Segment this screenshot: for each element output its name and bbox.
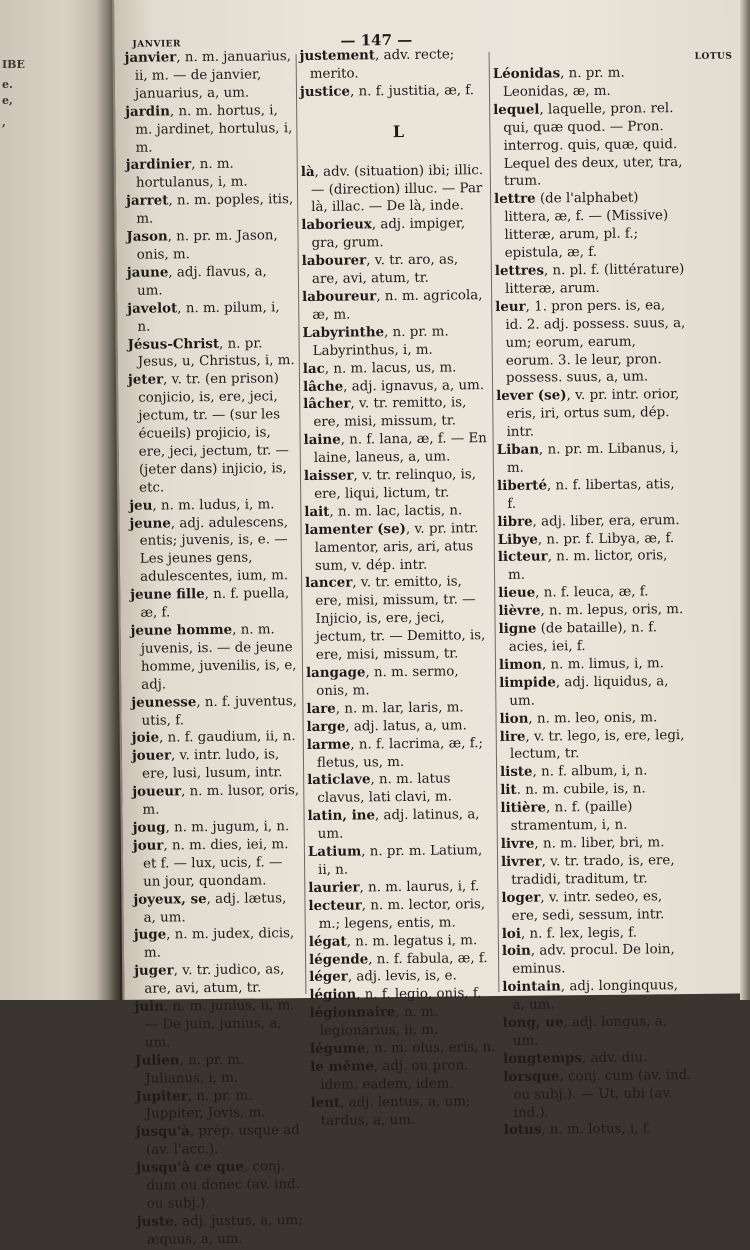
dictionary-entry	[500, 727, 690, 765]
entry-definition: , adv. recte; merito.	[309, 47, 455, 82]
dictionary-entry	[305, 574, 492, 665]
dictionary-entry	[310, 1057, 496, 1095]
entry-headword: lieue	[498, 584, 536, 602]
entry-definition: , n. m. lotus, i, f.	[541, 1121, 652, 1139]
entry-definition: , adj. impiger, gra, grum.	[311, 216, 466, 252]
entry-headword: laisser	[303, 467, 354, 485]
entry-headword: Labyrinthe	[302, 323, 385, 341]
entry-definition: , n. m. lictor, oris, m.	[507, 548, 668, 584]
dictionary-entry	[495, 261, 685, 299]
entry-definition: , n. m. liber, bri, m.	[534, 835, 665, 852]
entry-definition: , adj. latinus, a, um.	[317, 807, 480, 843]
entry-definition: , n. f. album, i, n.	[532, 763, 648, 780]
dictionary-entry	[129, 496, 297, 516]
entry-definition: , n. m. lusor, oris, m.	[142, 783, 300, 818]
dictionary-entry	[126, 191, 294, 229]
entry-definition: , v. tr. trado, is, ere, tradidi, traditum, tr.	[511, 853, 675, 888]
entry-headword: justement	[299, 47, 376, 65]
dictionary-entry	[495, 297, 686, 389]
entry-definition: , n. pr. f. Libya, æ, f.	[537, 530, 675, 548]
entry-headword: Jupiter	[135, 1087, 188, 1105]
entry-headword: lotus	[503, 1122, 542, 1139]
entry-definition: , adj. flavus, a, um.	[136, 264, 267, 299]
entry-headword: jardin	[125, 103, 171, 120]
entry-definition: , adj. latus, a, um.	[345, 718, 467, 735]
dictionary-entry	[300, 46, 486, 84]
dictionary-entry	[498, 583, 688, 603]
entry-definition: , n. f. juventus, utis, f.	[141, 693, 298, 729]
entry-definition: , adj. longinquus, a, um.	[512, 978, 679, 1013]
running-head-left: JANVIER	[132, 39, 182, 50]
dictionary-entry	[304, 502, 490, 522]
dictionary-entry	[304, 520, 491, 576]
dictionary-entry	[303, 359, 489, 379]
entry-definition: , n. m. legatus i, m.	[346, 932, 478, 950]
entry-headword: loi	[501, 925, 521, 942]
entry-definition: , v. pr. intr. lamentor, aris, ari, atus sum, v. dép. intr.	[314, 520, 479, 574]
entry-headword: juger	[134, 962, 174, 980]
entry-headword: légume	[309, 1040, 366, 1058]
entry-headword: lire	[499, 728, 526, 745]
dictionary-entry	[501, 852, 691, 890]
entry-definition: , n. m. junius, ii, m. — De juin, junius, a, um.	[144, 998, 295, 1051]
entry-headword: loin	[501, 943, 531, 960]
dictionary-page	[112, 0, 750, 1248]
page-number: — 147 —	[340, 30, 413, 50]
entry-definition: , v. tr. relinquo, is, ere, liqui, lictum, tr.	[314, 467, 477, 502]
entry-headword: jeune fille	[130, 586, 205, 604]
entry-definition: , v. tr. (en prison) conjicio, is, ere, jeci, jectum, tr. — (sur les écueils) projicio, is, ere, jeci, jectum, tr. — (jeter dans) injicio, is, etc.	[138, 371, 289, 496]
dictionary-entry	[498, 530, 688, 550]
entry-definition: , v. tr. emitto, is, ere, misi, missum, tr. — Injicio, is, ere, jeci, jectum, tr. — Demitto, is, ere, misi, missum, tr.	[315, 574, 486, 663]
dictionary-entry	[131, 621, 300, 694]
entry-definition: , n. f. (paille) stramentum, i, n.	[510, 799, 633, 834]
dictionary-entry	[307, 806, 493, 844]
dictionary-entry	[498, 547, 688, 585]
entry-headword: lâcher	[303, 395, 351, 413]
entry-headword: litière	[500, 799, 547, 817]
entry-headword: lièvre	[498, 602, 541, 620]
entry-definition: , n. m. lector, oris, m.; legens, entis, m.	[318, 896, 486, 932]
dictionary-entry	[301, 215, 487, 253]
dictionary-entry	[498, 601, 688, 621]
entry-headword: limon	[498, 656, 543, 673]
entry-definition: , v. pr. intr. orior, eris, iri, ortus sum, dép. intr.	[506, 387, 680, 441]
dictionary-entry	[500, 762, 690, 782]
entry-definition: , n. m. judex, dicis, m.	[143, 926, 295, 962]
entry-headword: justice	[299, 83, 351, 100]
entry-definition: , laquelle, pron. rel. qui, quæ quod. — Pron. interrog. quis, quæ, quid. Lequel des deux, uter, tra, trum.	[503, 100, 683, 190]
left-page-fragment: IBE	[2, 58, 25, 71]
dictionary-entry	[497, 440, 687, 478]
dictionary-entry	[133, 836, 302, 891]
dictionary-entry	[134, 961, 302, 999]
entry-definition: , adj. liquidus, a, um.	[509, 674, 669, 709]
entry-definition: , n. pr. m. Libanus, i, m.	[506, 441, 679, 476]
dictionary-entry	[301, 162, 488, 218]
entry-definition: , n. m. olus, eris, n.	[365, 1040, 496, 1057]
entry-definition: , prép. usque ad (av. l'acc.).	[145, 1123, 300, 1158]
entry-headword: léger	[309, 968, 348, 986]
dictionary-entry	[306, 699, 492, 719]
dictionary-entry	[133, 890, 301, 928]
entry-definition: , adj. adulescens, entis; juvenis, is, e. — Les jeunes gens, adulescentes, ium, m.	[139, 514, 289, 586]
dictionary-entry	[308, 878, 494, 898]
entry-headword: lâche	[302, 378, 344, 395]
dictionary-entry	[132, 746, 300, 784]
entry-headword: laticlave	[307, 771, 371, 789]
entry-headword: joug	[132, 819, 166, 836]
entry-headword: lorsque	[503, 1068, 560, 1085]
entry-definition: , n. m. hortulanus, i, m.	[135, 157, 248, 192]
entry-headword: livrer	[500, 853, 542, 870]
entry-definition: , n. m. hortus, i, m. jardinet, hortulus, i, m.	[135, 102, 293, 156]
entry-definition: (de bataille), n. f. acies, iei, f.	[508, 620, 658, 655]
entry-definition: , v. tr. judico, as, are, avi, atum, tr.	[144, 962, 285, 997]
entry-headword: lointain	[502, 978, 561, 996]
dictionary-entry	[496, 386, 687, 442]
entry-definition: , n. pr. m. Latium, ii, n.	[318, 843, 483, 878]
entry-definition: , n. m. lepus, oris, m.	[540, 602, 684, 619]
dictionary-entry	[132, 729, 300, 749]
entry-headword: juin	[134, 998, 165, 1015]
entry-definition: , n. f. lex, legis, f.	[520, 925, 638, 942]
entry-definition: , n. pr. m. Jason, onis, m.	[136, 228, 278, 263]
entry-headword: Léonidas	[492, 65, 561, 83]
entry-headword: jeune	[129, 514, 171, 532]
entry-definition: , n. pr. Jesus, u, Christus, i, m.	[137, 335, 295, 371]
entry-headword: lettres	[494, 262, 545, 279]
entry-definition: , adj. liber, era, erum.	[532, 512, 680, 530]
entry-definition: , adv. (situation) ibi; illic. — (direction) illuc. — Par là, illac. — De là, inde.	[310, 162, 484, 216]
entry-headword: Jésus-Christ	[127, 335, 220, 353]
dictionary-entry	[308, 842, 494, 880]
entry-headword: laboureur	[302, 288, 377, 305]
entry-definition: , v. tr. aro, as, are, avi, atum, tr.	[311, 252, 459, 287]
entry-definition: , n. m. lar, laris, m.	[335, 700, 464, 717]
entry-definition: , conj. dum ou donec (av. ind. ou subj.).	[146, 1159, 300, 1212]
entry-definition: , n. f. legio, onis, f.	[356, 986, 482, 1003]
entry-headword: le même	[310, 1058, 374, 1075]
entry-definition: , n. m. leo, onis, m.	[528, 709, 658, 727]
dictionary-entry	[137, 1212, 305, 1250]
entry-headword: Liban	[496, 441, 540, 459]
entry-definition: , n. m. jugum, i, n.	[165, 819, 290, 836]
dictionary-entry	[503, 1013, 693, 1051]
entry-definition: , n. pr. m. Julianus, i, m.	[145, 1052, 245, 1087]
entry-headword: lettre	[494, 190, 536, 208]
dictionary-entry	[306, 663, 492, 701]
entry-definition: , v. tr. remitto, is, ere, misi, missum, tr.	[313, 395, 467, 431]
entry-definition: , n. pr. m. Leonidas, æ, m.	[502, 65, 625, 100]
entry-definition: , n. m. poples, itis, m.	[136, 192, 294, 227]
entry-definition: , n. f. leuca, æ, f.	[535, 584, 649, 601]
entry-definition: , adj. ou pron. idem, eadem, idem.	[320, 1058, 469, 1093]
entry-headword: jardinier	[125, 156, 192, 174]
entry-headword: lare	[306, 700, 336, 717]
entry-headword: liberté	[497, 477, 548, 494]
entry-definition: , n. f. puella, æ, f.	[140, 586, 290, 621]
entry-definition: , v. intr. sedeo, es, ere, sedi, sessum, intr.	[511, 888, 665, 924]
entry-definition: , n. f. lana, æ, f. — En laine, laneus, a, um.	[313, 431, 487, 467]
entry-definition: , n. m. legionarius, ii, m.	[319, 1004, 439, 1040]
entry-definition: , n. m. juvenis, is. — de jeune homme, juvenilis, is, e, adj.	[140, 622, 297, 693]
entry-definition: , n. m. limus, i, m.	[541, 656, 664, 673]
dictionary-entry	[310, 1003, 496, 1041]
entry-headword: jour	[132, 837, 164, 854]
entry-headword: laurier	[308, 879, 360, 896]
dictionary-entry	[125, 102, 294, 157]
dictionary-column-2	[300, 46, 497, 1130]
dictionary-entry	[125, 48, 294, 103]
entry-headword: jeter	[127, 371, 164, 389]
dictionary-entry	[493, 64, 683, 102]
entry-headword: leur	[495, 298, 526, 315]
dictionary-entry	[307, 770, 493, 808]
entry-definition: , adv. diu.	[581, 1050, 648, 1066]
entry-headword: légat	[308, 933, 347, 950]
entry-definition: , n. m. lacus, us, m.	[324, 360, 457, 377]
entry-headword: joyeux, se	[133, 890, 207, 908]
entry-headword: lac	[302, 360, 325, 377]
left-page-fragment: ,	[2, 116, 6, 129]
entry-headword: licteur	[497, 548, 548, 566]
section-letter: L	[392, 121, 405, 141]
entry-definition: (de l'alphabet) littera, æ, f. — (Missive) litteræ, arum, pl. f.; epistula, æ, f.	[504, 190, 669, 261]
running-head-right: LOTUS	[694, 51, 733, 62]
entry-headword: Libye	[497, 531, 538, 548]
entry-headword: Jason	[126, 228, 168, 245]
dictionary-entry	[502, 977, 692, 1015]
entry-definition: , v. intr. ludo, is, ere, lusi, lusum, intr.	[142, 747, 283, 782]
dictionary-entry	[127, 263, 295, 301]
dictionary-entry	[501, 834, 691, 854]
entry-headword: liste	[500, 763, 533, 781]
dictionary-entry	[310, 1093, 496, 1131]
entry-headword: Julien	[135, 1052, 180, 1069]
dictionary-entry	[302, 287, 488, 325]
entry-definition: , adj. lætus, a, um.	[143, 890, 287, 926]
entry-headword: janvier	[124, 49, 177, 66]
entry-headword: larme	[306, 736, 351, 753]
dictionary-entry	[304, 466, 490, 504]
entry-headword: juge	[133, 926, 167, 944]
dictionary-entry	[129, 514, 298, 587]
entry-definition: , n. pr. m. Labyrinthus, i, m.	[312, 324, 449, 359]
entry-definition: , adj. justus, a, um; æquus, a, um.	[146, 1212, 303, 1248]
entry-definition: , n. pl. f. (littérature) litteræ, arum.	[504, 261, 685, 297]
dictionary-entry	[307, 735, 493, 773]
right-page-edge	[740, 0, 750, 1000]
dictionary-entry	[136, 1122, 304, 1160]
entry-definition: , n. f. gaudium, ii, n.	[159, 729, 296, 746]
entry-headword: jouer	[131, 747, 172, 765]
dictionary-entry	[132, 782, 300, 820]
entry-definition: , adj. levis, is, e.	[347, 968, 457, 985]
entry-headword: légionnaire	[309, 1004, 396, 1022]
dictionary-entry	[309, 985, 495, 1005]
entry-headword: jeunesse	[131, 693, 197, 711]
dictionary-entry	[308, 896, 494, 934]
entry-definition: , v. tr. lego, is, ere, legi, lectum, tr.	[509, 727, 685, 763]
entry-headword: lent	[310, 1094, 341, 1111]
entry-definition: , n. m. sermo, onis, m.	[316, 664, 459, 699]
entry-definition: , adv. procul. De loin, eminus.	[512, 942, 675, 978]
entry-headword: lit	[500, 782, 517, 799]
entry-headword: labourer	[301, 252, 367, 270]
dictionary-entry	[499, 709, 689, 729]
entry-definition: , adj. lentus, a, um; tardus, a, um.	[320, 1094, 471, 1129]
dictionary-entry	[134, 925, 302, 963]
entry-headword: livre	[500, 835, 535, 852]
dictionary-entry	[502, 923, 692, 943]
entry-headword: laborieux	[301, 216, 372, 234]
entry-headword: lait	[304, 503, 330, 520]
dictionary-entry	[500, 780, 690, 800]
entry-headword: lancer	[305, 574, 353, 592]
entry-definition: , n. f. libertas, atis, f.	[507, 476, 675, 512]
dictionary-entry	[133, 818, 301, 838]
left-page-fragment: e,	[2, 94, 13, 107]
entry-headword: joie	[131, 729, 160, 747]
entry-headword: légende	[308, 950, 369, 968]
entry-headword: Latium	[307, 843, 362, 861]
dictionary-entry	[135, 1051, 303, 1089]
entry-headword: javelot	[127, 300, 178, 317]
dictionary-entry	[497, 476, 687, 514]
dictionary-entry	[136, 1158, 305, 1213]
entry-headword: large	[306, 718, 346, 735]
entry-headword: libre	[497, 513, 533, 530]
left-page-fragment: e.	[2, 78, 13, 91]
entry-headword: loger	[501, 889, 541, 906]
dictionary-entry	[503, 1067, 694, 1123]
entry-definition: , n. m. lac, lactis, n.	[329, 503, 463, 520]
dictionary-entry	[128, 335, 296, 373]
dictionary-entry	[309, 950, 495, 970]
entry-headword: joueur	[132, 783, 182, 800]
entry-definition: , adj. longus, a, um.	[512, 1014, 668, 1049]
entry-definition: , n. m. latus clavus, lati clavi, m.	[317, 771, 453, 807]
dictionary-entry	[300, 82, 486, 102]
dictionary-entry	[126, 156, 294, 194]
entry-definition: , n. f. fabula, æ, f.	[368, 950, 488, 967]
entry-headword: lecteur	[308, 897, 362, 914]
dictionary-entry	[303, 377, 489, 397]
entry-definition: , conj. cum (av. ind. ou subj.). — Ut, ubi (av. ind.).	[513, 1067, 692, 1121]
dictionary-entry	[309, 932, 495, 952]
dictionary-entry	[303, 394, 489, 432]
dictionary-entry	[130, 585, 298, 623]
entry-definition: , n. f. justitia, æ, f.	[349, 83, 475, 100]
entry-headword: jeu	[129, 497, 153, 514]
entry-definition: , 1. pron pers. is, ea, id. 2. adj. possess. suus, a, um; eorum, earum, eorum. 3. le leur, pron. possess. suus, a, um.	[505, 298, 686, 387]
entry-definition: , n. m. agricola, æ, m.	[312, 288, 483, 323]
entry-headword: lever (se)	[496, 387, 567, 405]
entry-headword: longtemps	[503, 1049, 583, 1067]
dictionary-entry	[128, 370, 297, 497]
entry-headword: jarret	[126, 192, 169, 210]
entry-definition: , n. m. ludus, i, m.	[152, 496, 275, 514]
dictionary-entry	[310, 1039, 496, 1059]
entry-headword: ligne	[498, 620, 537, 638]
dictionary-entry	[494, 189, 685, 263]
entry-definition: , n. m. januarius, ii, m. — de janvier, januarius, a, um.	[134, 49, 292, 102]
entry-headword: jaune	[126, 264, 169, 281]
dictionary-entry	[302, 323, 488, 361]
entry-headword: lamenter (se)	[304, 520, 406, 538]
dictionary-entry	[504, 1120, 694, 1140]
dictionary-entry	[135, 1087, 303, 1125]
dictionary-entry	[497, 512, 687, 532]
entry-headword: lequel	[493, 101, 540, 118]
entry-definition: , n. m. laurus, i, f.	[359, 879, 480, 896]
dictionary-entry	[499, 619, 689, 657]
dictionary-entry	[131, 693, 299, 731]
dictionary-entry	[493, 100, 684, 192]
dictionary-entry	[302, 251, 488, 289]
entry-definition: , adj. ignavus, a, um.	[343, 377, 485, 395]
dictionary-entry	[126, 227, 294, 265]
entry-headword: long, ue	[502, 1014, 564, 1031]
entry-headword: limpide	[499, 674, 556, 691]
dictionary-entry	[134, 997, 303, 1052]
dictionary-entry	[499, 673, 689, 711]
entry-headword: lion	[499, 710, 529, 727]
dictionary-entry	[502, 941, 692, 979]
dictionary-column-3	[493, 64, 694, 1140]
dictionary-entry	[304, 430, 490, 468]
dictionary-entry	[501, 888, 691, 926]
entry-headword: laine	[303, 431, 341, 449]
entry-headword: juste	[136, 1213, 174, 1230]
dictionary-entry	[500, 798, 690, 836]
dictionary-entry	[309, 967, 495, 987]
dictionary-entry	[503, 1049, 693, 1069]
entry-headword: jusqu'à	[135, 1123, 190, 1141]
entry-headword: là	[300, 163, 315, 180]
entry-headword: latin, ine	[307, 807, 376, 825]
entry-definition: . n. m. cubile, is, n.	[516, 781, 646, 799]
entry-definition: , n. m. dies, iei, m. et f. — lux, ucis, f. — un jour, quondam.	[142, 837, 289, 890]
entry-definition: , n. m. pilum, i, n.	[137, 299, 280, 335]
dictionary-entry	[499, 655, 689, 675]
entry-headword: langage	[305, 664, 366, 682]
entry-headword: jeune homme	[130, 621, 233, 639]
dictionary-entry	[307, 717, 493, 737]
dictionary-column-1	[125, 48, 306, 1249]
entry-headword: légion	[309, 986, 357, 1004]
entry-definition: , n. pr. m. Juppiter, Jovis, m.	[145, 1088, 266, 1123]
entry-headword: jusqu'à ce que	[136, 1158, 244, 1176]
dictionary-entry	[127, 299, 295, 337]
entry-definition: , n. f. lacrima, æ, f.; fletus, us, m.	[316, 735, 484, 771]
